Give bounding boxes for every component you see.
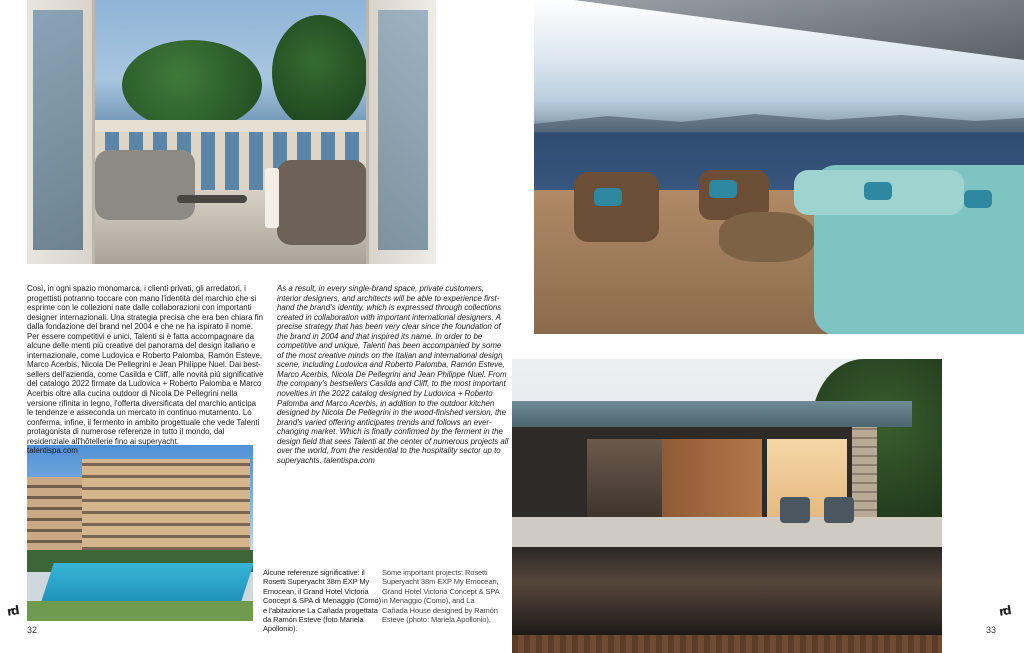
caption-italian: Alcune referenze significative: il Rosetti Superyacht 38m EXP My Emocean, il Grand Hotel Victoria Concept & SPA di Menaggio (Como) e l'abitazione La Cañada progettata da Ramón Esteve (foto Mariela Apollonio). <box>263 568 381 634</box>
magazine-logo-icon: rd <box>6 603 19 619</box>
body-text-italian <box>27 284 264 456</box>
page-number-right: 33 <box>986 625 997 635</box>
page-number-left: 32 <box>27 625 38 635</box>
caption-english: Some important projects: Rosetti Superyacht 38m EXP My Emocean, Grand Hotel Victoria Concept & SPA in Menaggio (Como), and La Cañada House designed by Ramón Esteve (photo: Mariela Apollonio). <box>382 568 500 625</box>
photo-grand-hotel <box>27 445 253 621</box>
photo-yacht-deck <box>534 0 1024 334</box>
photo-modern-house <box>512 359 942 653</box>
body-text-english: As a result, in every single-brand space, private customers, interior designers, and architects will be able to experience first-hand the brand's identity, which is expressed through collections created in collaboration with important international designers. A precise strategy that has been very clear since the foundation of the brand in 2004 and that inspired its name. In order to be competitive and unique, Talenti has been accompanied by some of the most creative minds on the Italian and international design scene, including Ludovica and Roberto Palomba, Ramón Esteve, Marco Acerbis, Nicola De Pellegrini and Jean Philippe Nuel. From the company's bestsellers Casilda and Cliff, to the most important novelties in the 2022 catalog designed by Ludovica + Roberto Palomba and Marco Acerbis, in addition to the outdoor kitchen designed by Nicola De Pellegrini in the wood-finished version, the brand's varied offering anticipates trends and follows an ever-changing market. Which is finally confirmed by the ferment in the design field that sees Talenti at the center of numerous projects all over the world, from the residential to the hospitality sector up to superyachts. talentispa.com <box>277 284 509 465</box>
magazine-logo-icon: rd <box>998 603 1011 619</box>
photo-balcony-lake-view <box>27 0 436 264</box>
website-link-italian[interactable]: talentispa.com <box>27 446 78 456</box>
body-italian-paragraph: Così, in ogni spazio monomarca, i clienti privati, gli arredatori, i progettisti potranno toccare con mano l'identità del marchio che si esprime con le collezioni nate dalle collaborazioni con importanti designer internazionali. Una strategia precisa che era ben chiara fin dalla fondazione del brand nel 2004 e che ne ha ispirato il nome. Per essere competitivi e unici, Talenti si è fatta accompagnare da alcune delle menti più creative del panorama del design italiano e internazionale, come Ludovica e Roberto Palomba, Ramón Esteve, Marco Acerbis, Nicola De Pellegrini e Jean Philippe Nuel. Dai best-sellers dell'azienda, come Casilda e Cliff, alle novità più significative del catalogo 2022 firmate da Ludovica + Roberto Palomba e Marco Acerbis oltre alla cucina outdoor di Nicola De Pellegrini nella versione rifinita in legno, l'offerta diversificata del marchio anticipa le tendenze e asseconda un mercato in continuo mutamento. Lo conferma, infine, il fermento in ambito progettuale che vede Talenti protagonista di numerose referenze in tutto il mondo, dal residenziale all'hôtellerie fino ai superyacht. <box>27 284 264 446</box>
